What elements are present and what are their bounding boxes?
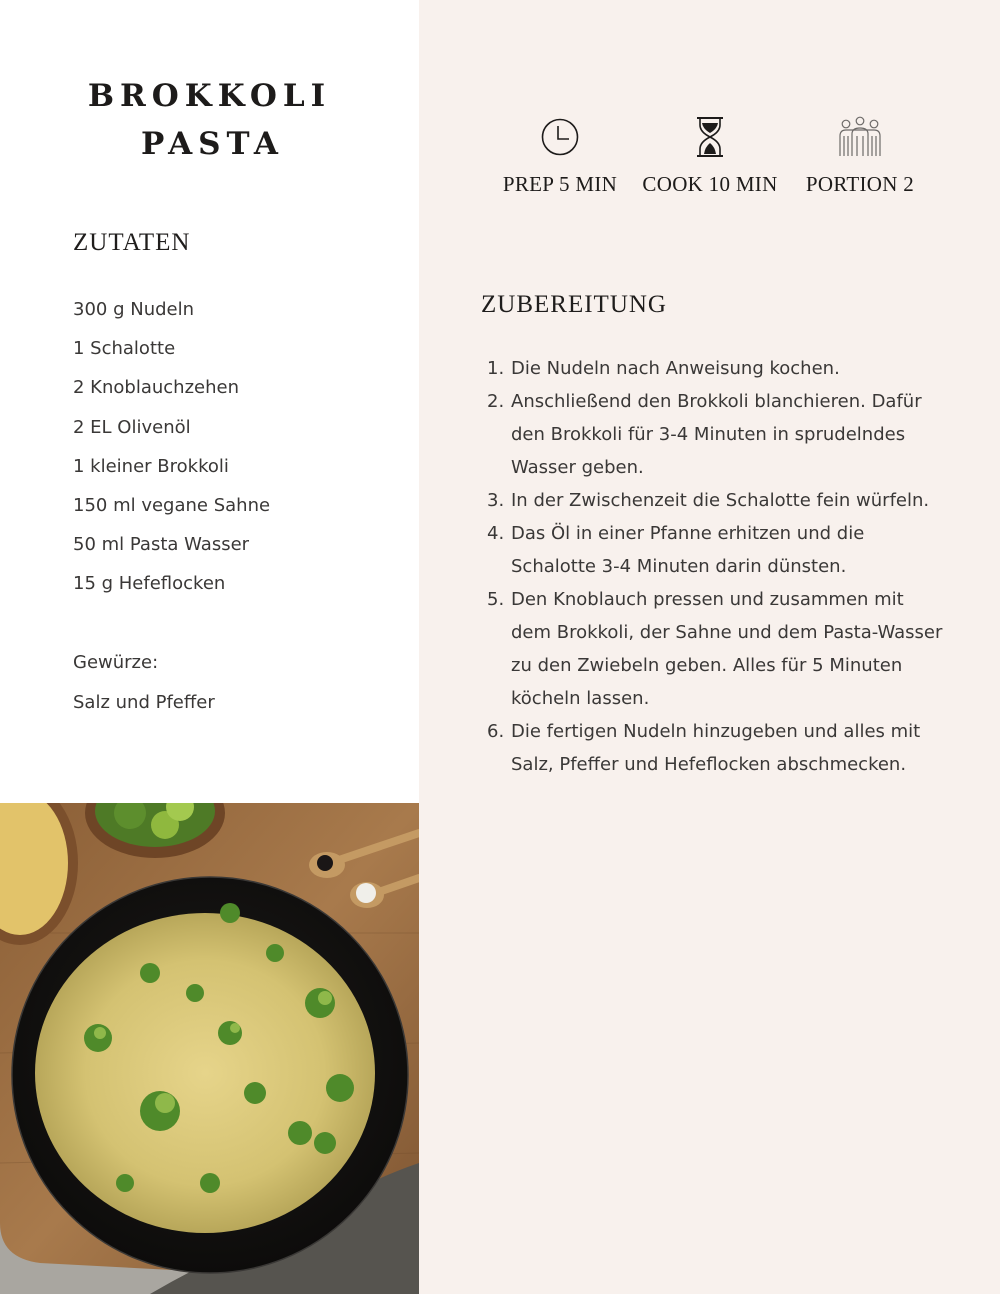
recipe-stats (490, 114, 940, 214)
ingredient-item: 50 ml Pasta Wasser (73, 534, 250, 556)
recipe-photo (0, 803, 419, 1294)
hourglass-icon (635, 114, 785, 160)
step-text: Anschließend den Brokkoli blanchieren. Dafür den Brokkoli für 3-4 Minuten in sprudelndes Wasser geben. (511, 391, 922, 478)
step-number: 5. (487, 589, 505, 610)
step-number: 4. (487, 523, 505, 544)
spices-value: Salz und Pfeffer (73, 691, 215, 713)
step-number: 6. (487, 721, 505, 742)
step-item (486, 715, 946, 781)
ingredient-item: 1 Schalotte (73, 338, 176, 360)
stat-portion (795, 114, 925, 196)
step-text: Das Öl in einer Pfanne erhitzen und die Schalotte 3-4 Minuten darin dünsten. (511, 523, 865, 577)
pasta-photo-illustration (0, 803, 419, 1294)
stat-label: COOK 10 MIN (642, 172, 778, 196)
step-text: Die fertigen Nudeln hinzugeben und alles mit Salz, Pfeffer und Hefeflocken abschmecken. (511, 721, 921, 775)
people-icon (795, 114, 925, 160)
title-line-1: BROKKOLI (87, 78, 332, 114)
step-item (486, 484, 946, 517)
preparation-steps (486, 352, 946, 781)
step-item (486, 517, 946, 583)
step-item (486, 352, 946, 385)
step-text: Die Nudeln nach Anweisung kochen. (511, 358, 840, 379)
step-number: 1. (487, 358, 505, 379)
step-number: 3. (487, 490, 505, 511)
step-number: 2. (487, 391, 505, 412)
spices-label: Gewürze: (73, 652, 159, 673)
recipe-title (0, 72, 419, 168)
stat-label: PREP 5 MIN (502, 172, 618, 196)
step-text: In der Zwischenzeit die Schalotte fein würfeln. (511, 490, 930, 511)
step-text: Den Knoblauch pressen und zusammen mit dem Brokkoli, der Sahne und dem Pasta-Wasser zu den Zwiebeln geben. Alles für 5 Minuten köcheln lassen. (511, 589, 943, 709)
ingredient-item: 1 kleiner Brokkoli (73, 455, 229, 477)
ingredient-item: 150 ml vegane Sahne (73, 494, 271, 516)
stat-cook (635, 114, 785, 196)
preparation-heading: ZUBEREITUNG (481, 291, 667, 318)
step-item (486, 583, 946, 715)
ingredient-item: 2 EL Olivenöl (73, 416, 191, 438)
stat-label: PORTION 2 (805, 172, 915, 196)
ingredient-item: 15 g Hefeflocken (73, 573, 226, 595)
clock-icon (495, 114, 625, 160)
ingredients-list (73, 296, 270, 610)
spices-block (73, 649, 215, 728)
ingredient-item: 2 Knoblauchzehen (73, 377, 239, 399)
ingredient-item: 300 g Nudeln (73, 299, 195, 320)
ingredients-heading: ZUTATEN (73, 229, 191, 256)
step-item (486, 385, 946, 484)
title-line-2: PASTA (141, 126, 284, 162)
stat-prep (495, 114, 625, 196)
